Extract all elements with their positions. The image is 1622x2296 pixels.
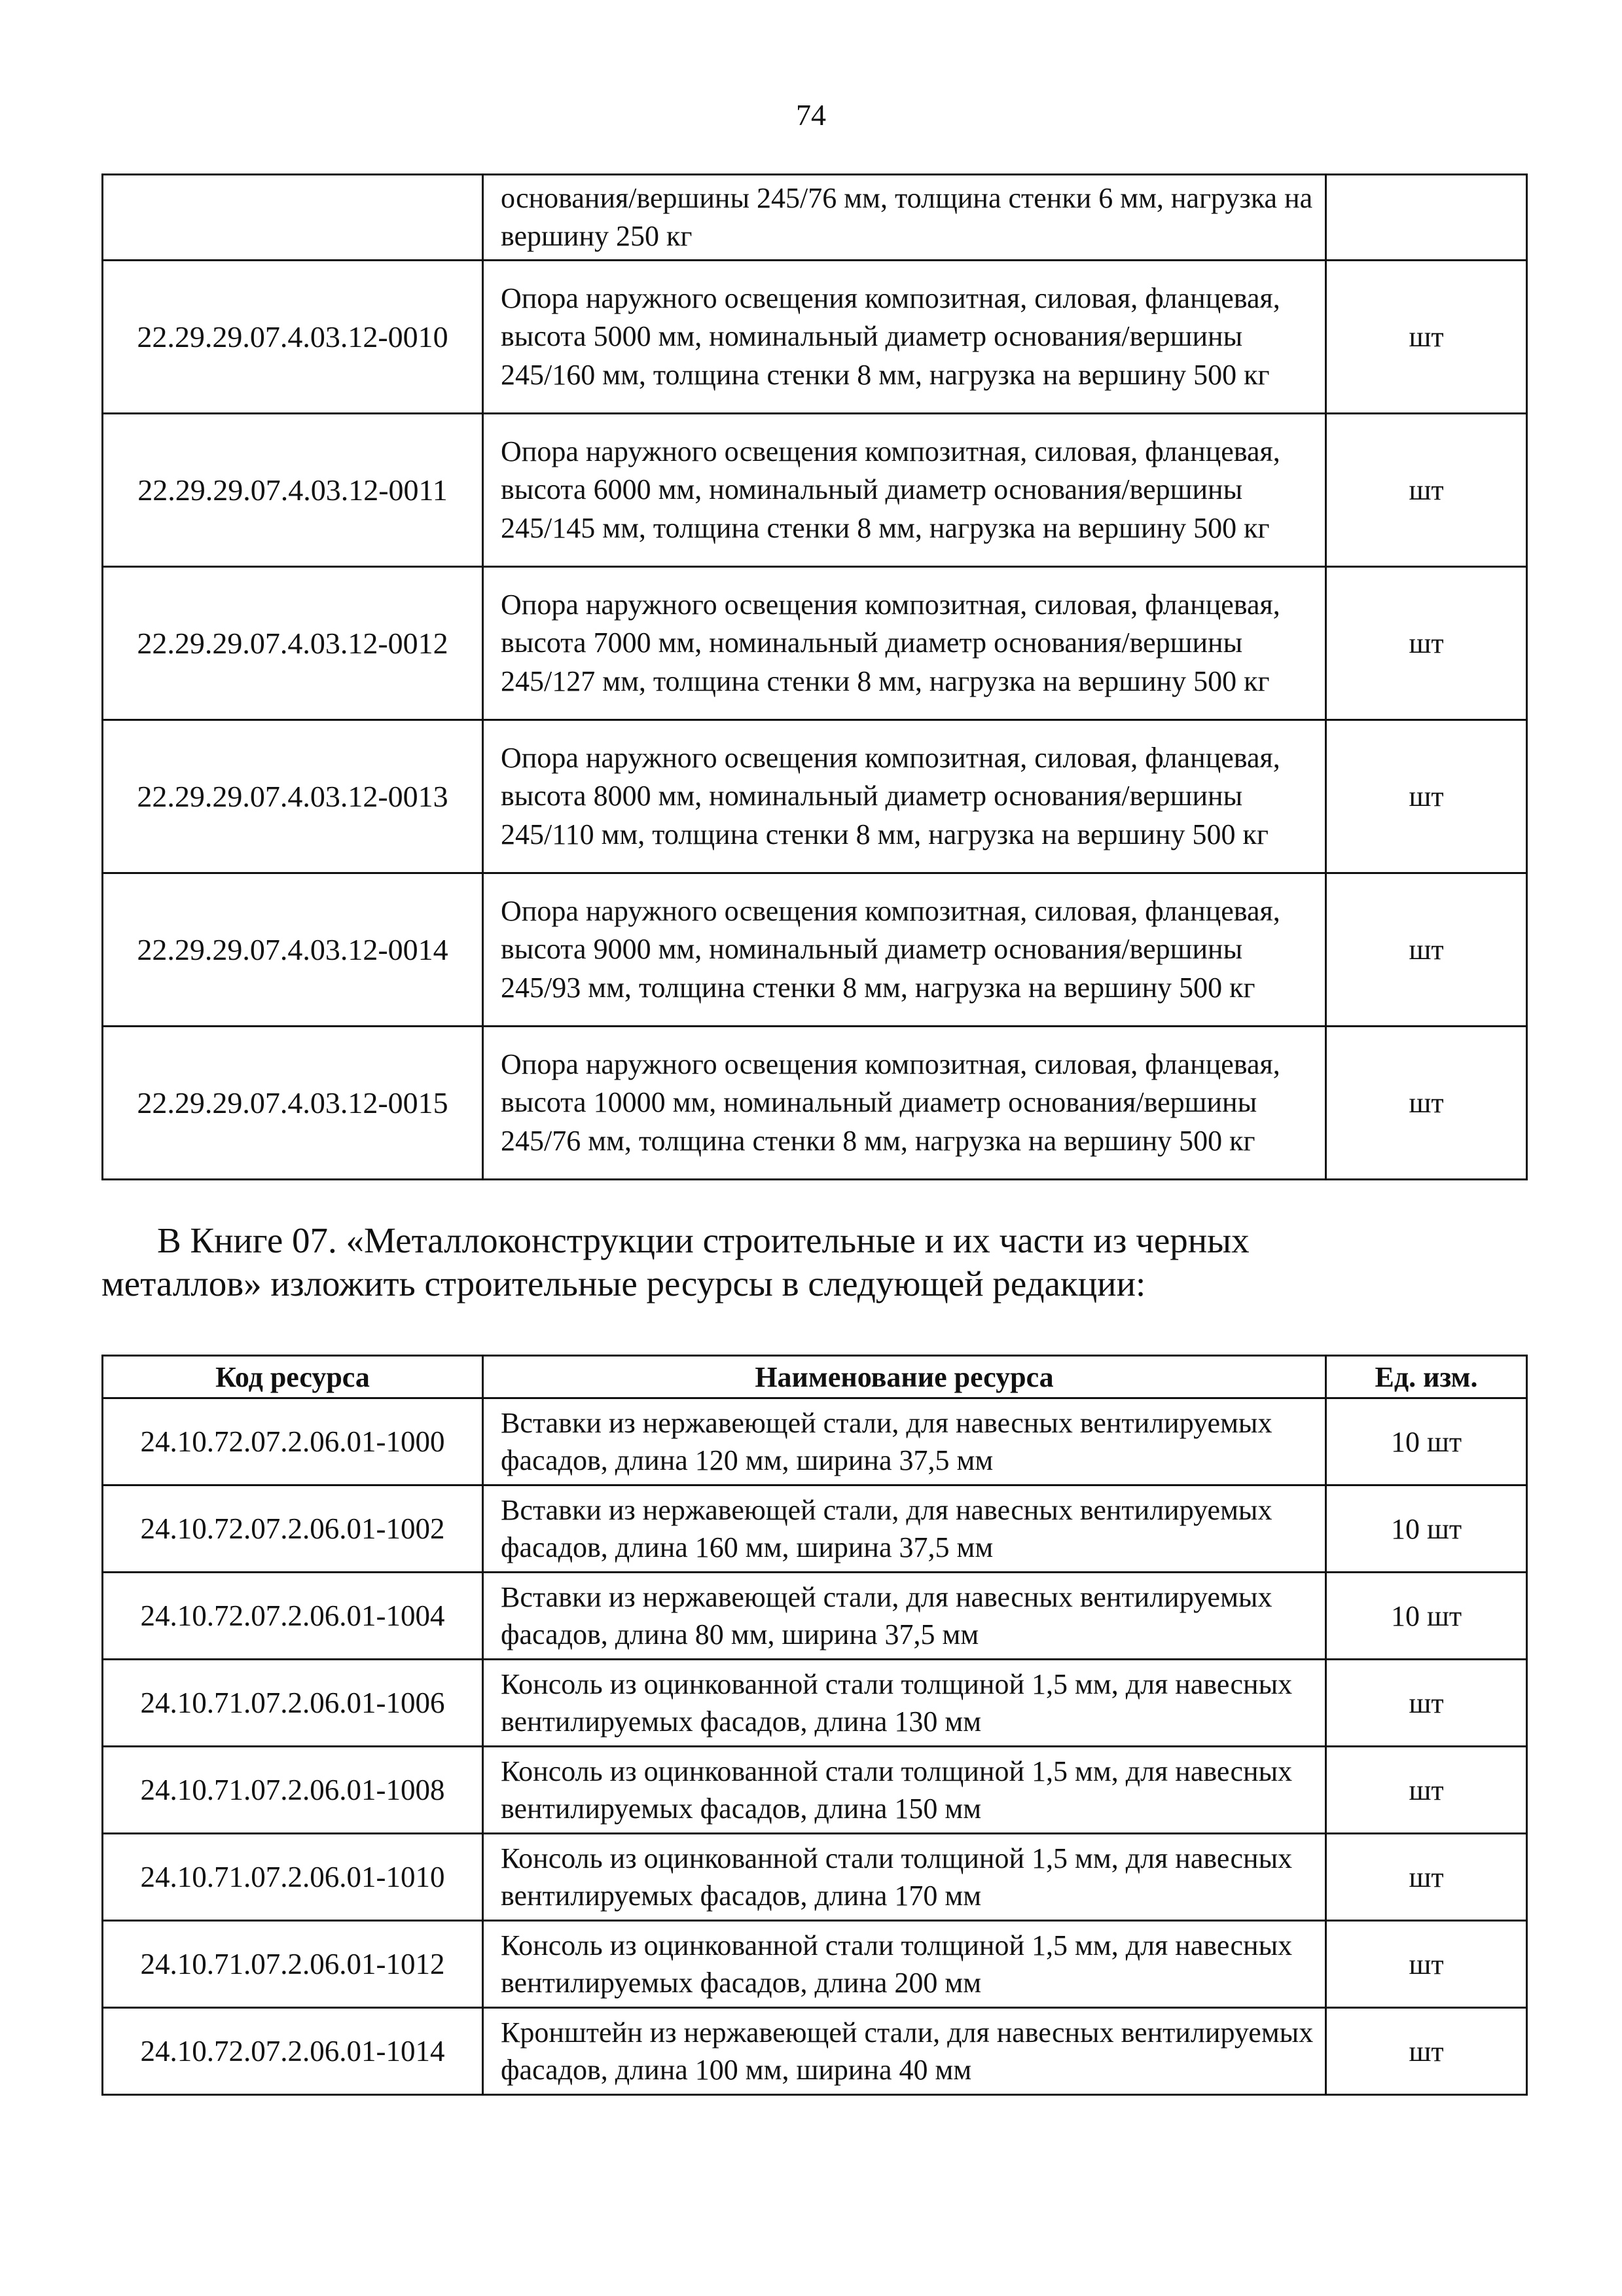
column-header-name: Наименование ресурса: [483, 1356, 1326, 1398]
resource-unit: шт: [1326, 1660, 1527, 1747]
resource-code: 24.10.72.07.2.06.01-1014: [103, 2008, 483, 2095]
table-row: [103, 1027, 1527, 1180]
resource-code: 24.10.72.07.2.06.01-1002: [103, 1485, 483, 1573]
resource-code: 22.29.29.07.4.03.12-0012: [103, 567, 483, 720]
resource-unit: шт: [1326, 1921, 1527, 2008]
resource-code: 22.29.29.07.4.03.12-0013: [103, 720, 483, 873]
resource-name: Опора наружного освещения композитная, силовая, фланцевая, высота 6000 мм, номинальный диаметр основания/вершины 245/145 мм, толщина стенки 8 мм, нагрузка на вершину 500 кг: [483, 414, 1326, 567]
table-row: [103, 175, 1527, 261]
resource-unit: шт: [1326, 720, 1527, 873]
resources-table-continued: [101, 173, 1528, 1180]
table-header-row: [103, 1356, 1527, 1398]
resource-unit: шт: [1326, 261, 1527, 414]
resource-code: 24.10.71.07.2.06.01-1006: [103, 1660, 483, 1747]
table-row: [103, 1660, 1527, 1747]
resource-unit: шт: [1326, 414, 1527, 567]
resource-name: основания/вершины 245/76 мм, толщина стенки 6 мм, нагрузка на вершину 250 кг: [483, 175, 1326, 261]
resource-code: 22.29.29.07.4.03.12-0011: [103, 414, 483, 567]
table-row: [103, 1921, 1527, 2008]
resource-name: Кронштейн из нержавеющей стали, для навесных вентилируемых фасадов, длина 100 мм, ширина 40 мм: [483, 2008, 1326, 2095]
resource-unit: 10 шт: [1326, 1398, 1527, 1485]
resource-name: Опора наружного освещения композитная, силовая, фланцевая, высота 7000 мм, номинальный диаметр основания/вершины 245/127 мм, толщина стенки 8 мм, нагрузка на вершину 500 кг: [483, 567, 1326, 720]
resource-code: 24.10.71.07.2.06.01-1012: [103, 1921, 483, 2008]
instruction-paragraph-line-2: металлов» изложить строительные ресурсы в следующей редакции:: [101, 1264, 1146, 1303]
resource-code: 24.10.71.07.2.06.01-1008: [103, 1747, 483, 1834]
resource-unit: шт: [1326, 1027, 1527, 1180]
instruction-paragraph-line-1: В Книге 07. «Металлоконструкции строительные и их части из черных: [157, 1220, 1250, 1260]
column-header-code: Код ресурса: [103, 1356, 483, 1398]
resource-name: Опора наружного освещения композитная, силовая, фланцевая, высота 9000 мм, номинальный диаметр основания/вершины 245/93 мм, толщина стенки 8 мм, нагрузка на вершину 500 кг: [483, 873, 1326, 1027]
table-row: [103, 414, 1527, 567]
resource-code: 24.10.71.07.2.06.01-1010: [103, 1834, 483, 1921]
table-row: [103, 1834, 1527, 1921]
resource-unit: [1326, 175, 1527, 261]
resource-name: Опора наружного освещения композитная, силовая, фланцевая, высота 10000 мм, номинальный диаметр основания/вершины 245/76 мм, толщина стенки 8 мм, нагрузка на вершину 500 кг: [483, 1027, 1326, 1180]
table-row: [103, 261, 1527, 414]
resource-name: Консоль из оцинкованной стали толщиной 1,5 мм, для навесных вентилируемых фасадов, длина 170 мм: [483, 1834, 1326, 1921]
table-row: [103, 720, 1527, 873]
resource-name: Вставки из нержавеющей стали, для навесных вентилируемых фасадов, длина 120 мм, ширина 37,5 мм: [483, 1398, 1326, 1485]
resource-name: Вставки из нержавеющей стали, для навесных вентилируемых фасадов, длина 160 мм, ширина 37,5 мм: [483, 1485, 1326, 1573]
page-number: 74: [796, 98, 826, 132]
resource-unit: шт: [1326, 2008, 1527, 2095]
resource-code: 22.29.29.07.4.03.12-0015: [103, 1027, 483, 1180]
resource-code: [103, 175, 483, 261]
resource-name: Опора наружного освещения композитная, силовая, фланцевая, высота 5000 мм, номинальный диаметр основания/вершины 245/160 мм, толщина стенки 8 мм, нагрузка на вершину 500 кг: [483, 261, 1326, 414]
resource-name: Вставки из нержавеющей стали, для навесных вентилируемых фасадов, длина 80 мм, ширина 37,5 мм: [483, 1573, 1326, 1660]
resource-unit: шт: [1326, 873, 1527, 1027]
table-row: [103, 1573, 1527, 1660]
resource-unit: 10 шт: [1326, 1573, 1527, 1660]
resource-unit: шт: [1326, 567, 1527, 720]
resource-code: 24.10.72.07.2.06.01-1004: [103, 1573, 483, 1660]
table-row: [103, 567, 1527, 720]
column-header-unit: Ед. изм.: [1326, 1356, 1527, 1398]
table-row: [103, 2008, 1527, 2095]
resource-code: 22.29.29.07.4.03.12-0014: [103, 873, 483, 1027]
resource-name: Консоль из оцинкованной стали толщиной 1,5 мм, для навесных вентилируемых фасадов, длина 200 мм: [483, 1921, 1326, 2008]
table-row: [103, 1485, 1527, 1573]
resource-name: Консоль из оцинкованной стали толщиной 1,5 мм, для навесных вентилируемых фасадов, длина 130 мм: [483, 1660, 1326, 1747]
resources-table: [101, 1355, 1528, 2096]
table-row: [103, 1747, 1527, 1834]
table-row: [103, 873, 1527, 1027]
table-row: [103, 1398, 1527, 1485]
resource-name: Опора наружного освещения композитная, силовая, фланцевая, высота 8000 мм, номинальный диаметр основания/вершины 245/110 мм, толщина стенки 8 мм, нагрузка на вершину 500 кг: [483, 720, 1326, 873]
resource-unit: шт: [1326, 1747, 1527, 1834]
resource-unit: шт: [1326, 1834, 1527, 1921]
resource-code: 24.10.72.07.2.06.01-1000: [103, 1398, 483, 1485]
resource-code: 22.29.29.07.4.03.12-0010: [103, 261, 483, 414]
resource-unit: 10 шт: [1326, 1485, 1527, 1573]
resource-name: Консоль из оцинкованной стали толщиной 1,5 мм, для навесных вентилируемых фасадов, длина 150 мм: [483, 1747, 1326, 1834]
